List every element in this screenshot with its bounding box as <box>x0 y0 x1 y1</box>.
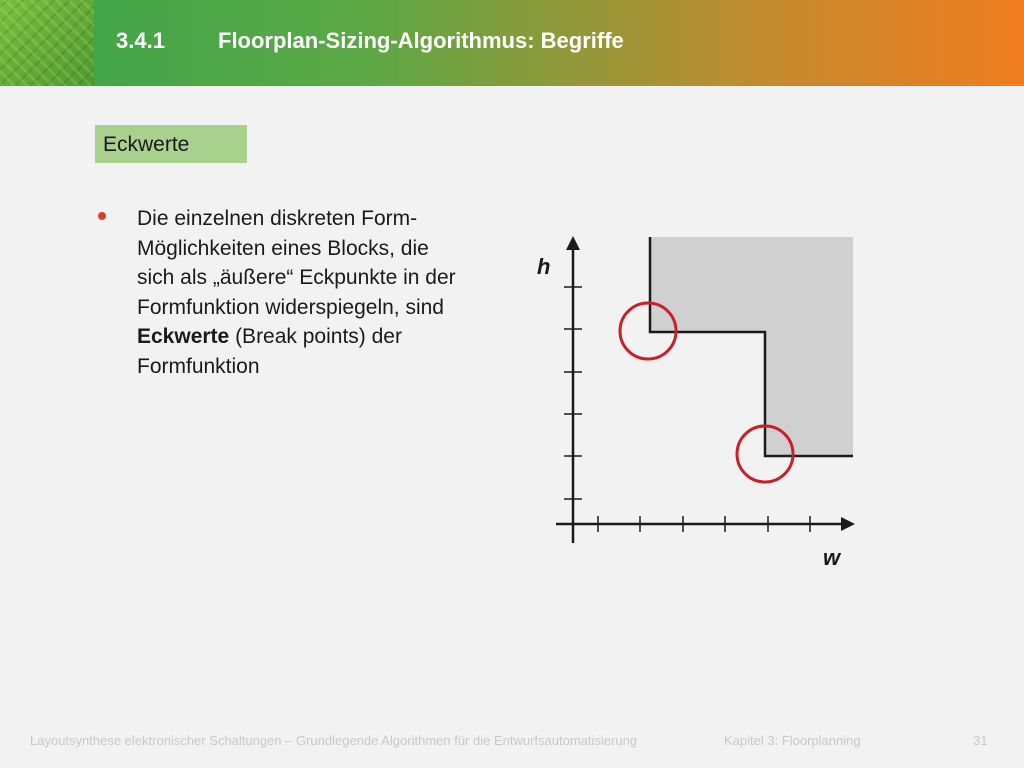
footer-chapter: Kapitel 3: Floorplanning <box>724 733 861 748</box>
y-axis-label: h <box>537 254 551 279</box>
footer-course: Layoutsynthese elektronischer Schaltungen – Grundlegende Algorithmen für die Entwurfsautomatisierung <box>30 733 638 748</box>
title-text: Floorplan-Sizing-Algorithmus: Begriffe <box>218 28 624 53</box>
bullet-text-after: (Break points) der Formfunktion <box>137 325 402 378</box>
x-axis-label: w <box>823 545 841 570</box>
section-number: 3.4.1 <box>116 28 165 53</box>
bullet-text-before: Die einzelnen diskreten Form-Möglichkeiten eines Blocks, die sich als „äußere“ Eckpunkte in der Formfunktion widerspiegeln, sind <box>137 207 456 319</box>
footer-page-number: 31 <box>973 733 988 748</box>
x-axis-arrow-icon <box>841 517 855 531</box>
section-tag: Eckwerte <box>95 125 247 163</box>
y-axis-arrow-icon <box>566 236 580 250</box>
bullet-bold-term: Eckwerte <box>137 325 230 348</box>
feasible-region <box>650 237 853 456</box>
